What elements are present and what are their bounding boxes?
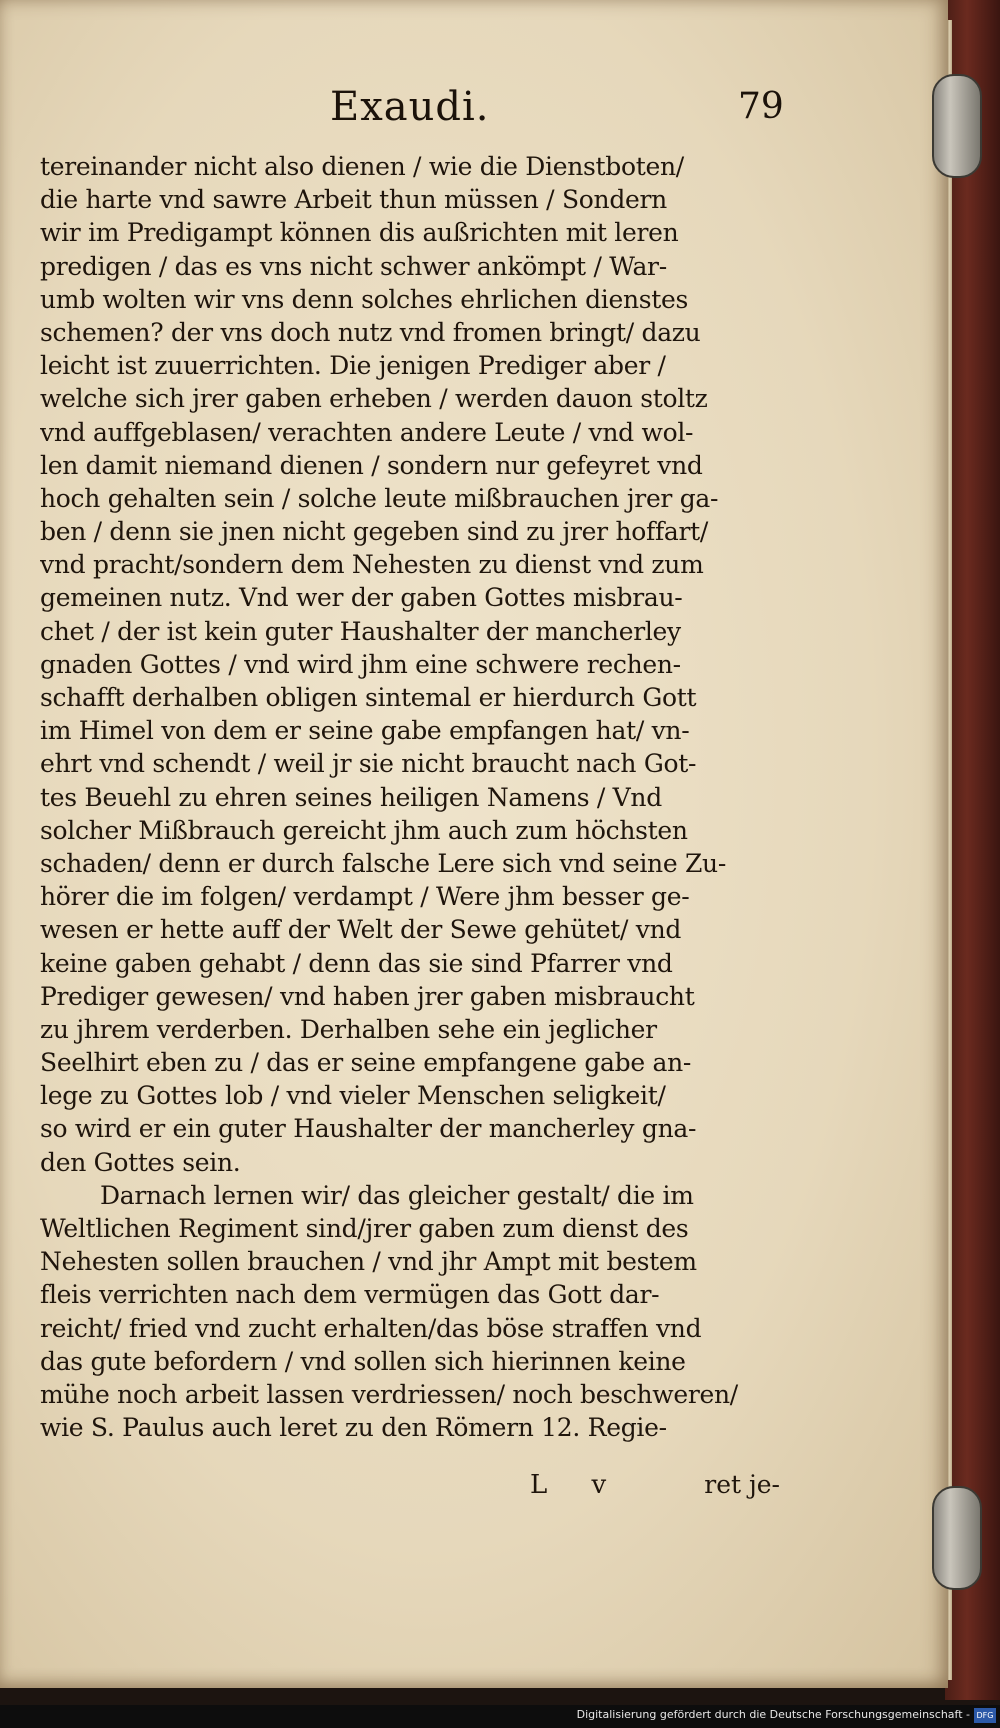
book-binding xyxy=(945,0,1000,1700)
dfg-logo: DFG xyxy=(974,1708,996,1723)
text-line: hörer die im folgen/ verdampt / Were jhm besser ge- xyxy=(40,882,690,912)
text-line: im Himel von dem er seine gabe empfangen hat/ vn- xyxy=(40,716,690,746)
text-line: len damit niemand dienen / sondern nur gefeyret vnd xyxy=(40,450,703,480)
text-line: Darnach lernen wir/ das gleicher gestalt/ die im xyxy=(100,1180,694,1210)
text-line: Nehesten sollen brauchen / vnd jhr Ampt mit bestem xyxy=(40,1247,697,1277)
text-line: vnd auffgeblasen/ verachten andere Leute / vnd wol- xyxy=(40,417,694,447)
text-line: umb wolten wir vns denn solches ehrlichen dienstes xyxy=(40,284,689,314)
text-line: schaden/ denn er durch falsche Lere sich vnd seine Zu- xyxy=(40,848,726,878)
page-clip-bottom xyxy=(932,1486,982,1590)
text-line: den Gottes sein. xyxy=(40,1147,241,1177)
text-line: welche sich jrer gaben erheben / werden dauon stoltz xyxy=(40,384,708,414)
page-clip-top xyxy=(932,74,982,178)
text-line: reicht/ fried vnd zucht erhalten/das böse straffen vnd xyxy=(40,1313,702,1343)
text-line: chet / der ist kein guter Haushalter der mancherley xyxy=(40,616,681,646)
text-line: wesen er hette auff der Welt der Sewe gehütet/ vnd xyxy=(40,915,682,945)
text-line: Seelhirt eben zu / das er seine empfangene gabe an- xyxy=(40,1048,692,1078)
text-line: gemeinen nutz. Vnd wer der gaben Gottes misbrau- xyxy=(40,583,683,613)
text-line: mühe noch arbeit lassen verdriessen/ noch beschweren/ xyxy=(40,1379,738,1409)
credit-bar xyxy=(0,1705,1000,1728)
text-line: so wird er ein guter Haushalter der mancherley gna- xyxy=(40,1114,697,1144)
text-line: ben / denn sie jnen nicht gegeben sind zu jrer hoffart/ xyxy=(40,517,709,547)
text-line: tes Beuehl zu ehren seines heiligen Namens / Vnd xyxy=(40,782,662,812)
page-number: 79 xyxy=(738,86,784,127)
catchword: ret je- xyxy=(704,1470,780,1499)
signature-mark: L v xyxy=(530,1470,625,1500)
text-line: hoch gehalten sein / solche leute mißbrauchen jrer ga- xyxy=(40,483,719,513)
text-line: solcher Mißbrauch gereicht jhm auch zum höchsten xyxy=(40,815,688,845)
text-line: wie S. Paulus auch leret zu den Römern 12. Regie- xyxy=(40,1413,667,1443)
text-line: schafft derhalben obligen sintemal er hierdurch Gott xyxy=(40,683,697,712)
text-line: predigen / das es vns nicht schwer ankömpt / War- xyxy=(40,251,667,281)
body-text xyxy=(40,150,780,1444)
text-line: ehrt vnd schendt / weil jr sie nicht braucht nach Got- xyxy=(40,749,697,779)
text-line: schemen? der vns doch nutz vnd fromen bringt/ dazu xyxy=(40,317,701,347)
text-line: wir im Predigampt können dis außrichten mit leren xyxy=(40,218,679,248)
text-line: zu jhrem verderben. Derhalben sehe ein jeglicher xyxy=(40,1014,657,1044)
text-line: das gute befordern / vnd sollen sich hierinnen keine xyxy=(40,1346,686,1376)
text-line: Weltlichen Regiment sind/jrer gaben zum dienst des xyxy=(40,1214,689,1243)
page-header xyxy=(0,84,948,144)
text-line: die harte vnd sawre Arbeit thun müssen / Sondern xyxy=(40,185,667,215)
text-line: gnaden Gottes / vnd wird jhm eine schwere rechen- xyxy=(40,649,681,679)
text-line: Prediger gewesen/ vnd haben jrer gaben misbraucht xyxy=(40,981,695,1011)
text-line: fleis verrichten nach dem vermügen das Gott dar- xyxy=(40,1280,660,1310)
text-line: keine gaben gehabt / denn das sie sind Pfarrer vnd xyxy=(40,948,673,978)
catchword-row xyxy=(40,1470,780,1504)
running-title: Exaudi. xyxy=(330,84,490,130)
text-line: leicht ist zuuerrichten. Die jenigen Prediger aber / xyxy=(40,351,666,381)
credit-text: Digitalisierung gefördert durch die Deutsche Forschungsgemeinschaft - xyxy=(576,1708,970,1721)
text-line: vnd pracht/sondern dem Nehesten zu dienst vnd zum xyxy=(40,550,704,580)
text-line: lege zu Gottes lob / vnd vieler Menschen seligkeit/ xyxy=(40,1081,666,1111)
text-line: tereinander nicht also dienen / wie die Dienstboten/ xyxy=(40,152,684,181)
